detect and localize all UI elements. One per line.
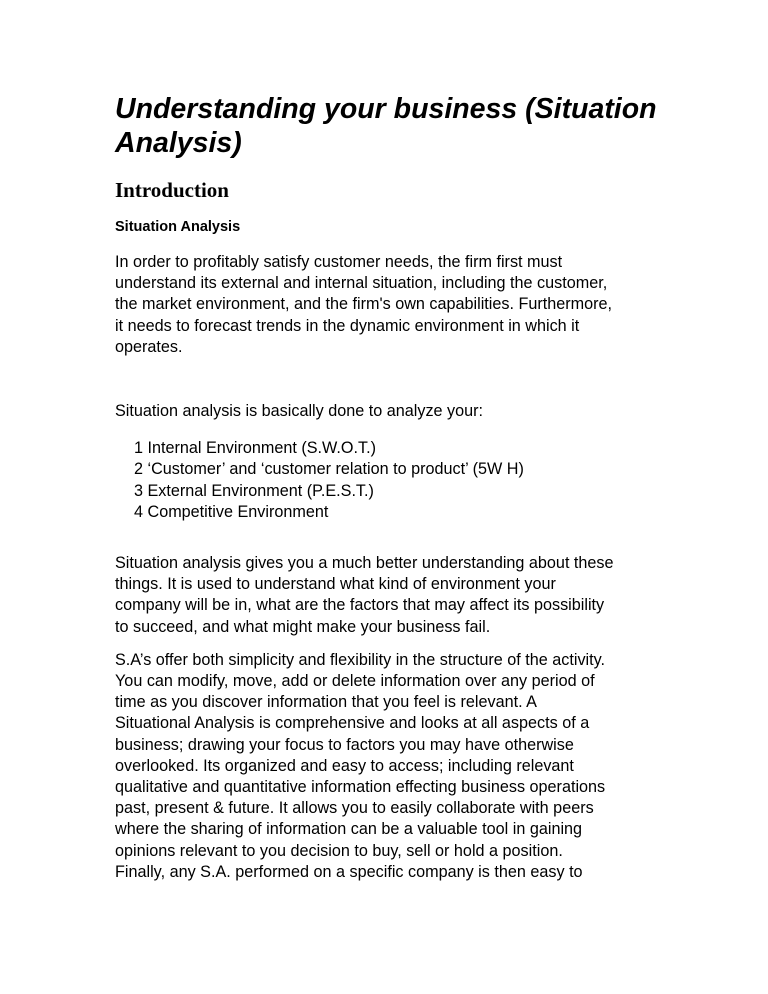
list-item: 4 Competitive Environment [134, 502, 329, 521]
subheading-situation-analysis: Situation Analysis [115, 219, 241, 235]
paragraph-line: business; drawing your focus to factors you may have otherwise [115, 735, 574, 754]
paragraph-line: qualitative and quantitative information effecting business operations [115, 778, 606, 797]
title-line: Understanding your business (Situation [115, 93, 657, 125]
paragraph-line: Situation analysis gives you a much better understanding about these [115, 554, 614, 573]
paragraph-line: Situational Analysis is comprehensive and looks at all aspects of a [115, 714, 590, 733]
paragraph-line: overlooked. Its organized and easy to access; including relevant [115, 756, 574, 775]
paragraph-line: opinions relevant to you decision to buy, sell or hold a position. [115, 841, 563, 860]
paragraph-line: past, present & future. It allows you to easily collaborate with peers [115, 799, 594, 818]
paragraph-intro [115, 252, 660, 358]
list-item: 2 ‘Customer’ and ‘customer relation to product’ (5W H) [134, 460, 524, 479]
paragraph-line: Finally, any S.A. performed on a specific company is then easy to [115, 862, 583, 881]
paragraph-line: company will be in, what are the factors that may affect its possibility [115, 596, 605, 615]
document-title [115, 92, 660, 160]
paragraph-benefits [115, 553, 660, 638]
paragraph-analyze-intro: Situation analysis is basically done to analyze your: [115, 402, 484, 421]
list-item: 3 External Environment (P.E.S.T.) [134, 481, 374, 500]
paragraph-flexibility [115, 650, 660, 883]
document-page [115, 92, 660, 883]
title-line: Analysis) [115, 127, 242, 159]
paragraph-line: time as you discover information that you feel is relevant. A [115, 693, 537, 712]
paragraph-line: In order to profitably satisfy customer needs, the firm first must [115, 253, 563, 271]
paragraph-line: S.A’s offer both simplicity and flexibility in the structure of the activity. [115, 650, 606, 669]
paragraph-line: where the sharing of information can be a valuable tool in gaining [115, 820, 583, 839]
paragraph-line: operates. [115, 337, 183, 356]
paragraph-line: it needs to forecast trends in the dynamic environment in which it [115, 316, 580, 335]
analysis-list [115, 438, 660, 523]
section-heading-introduction: Introduction [115, 178, 229, 202]
paragraph-line: the market environment, and the firm's own capabilities. Furthermore, [115, 295, 613, 314]
paragraph-line: understand its external and internal situation, including the customer, [115, 274, 608, 293]
paragraph-line: to succeed, and what might make your business fail. [115, 617, 491, 636]
paragraph-line: You can modify, move, add or delete information over any period of [115, 672, 595, 691]
paragraph-line: things. It is used to understand what kind of environment your [115, 575, 556, 594]
list-item: 1 Internal Environment (S.W.O.T.) [134, 439, 376, 458]
